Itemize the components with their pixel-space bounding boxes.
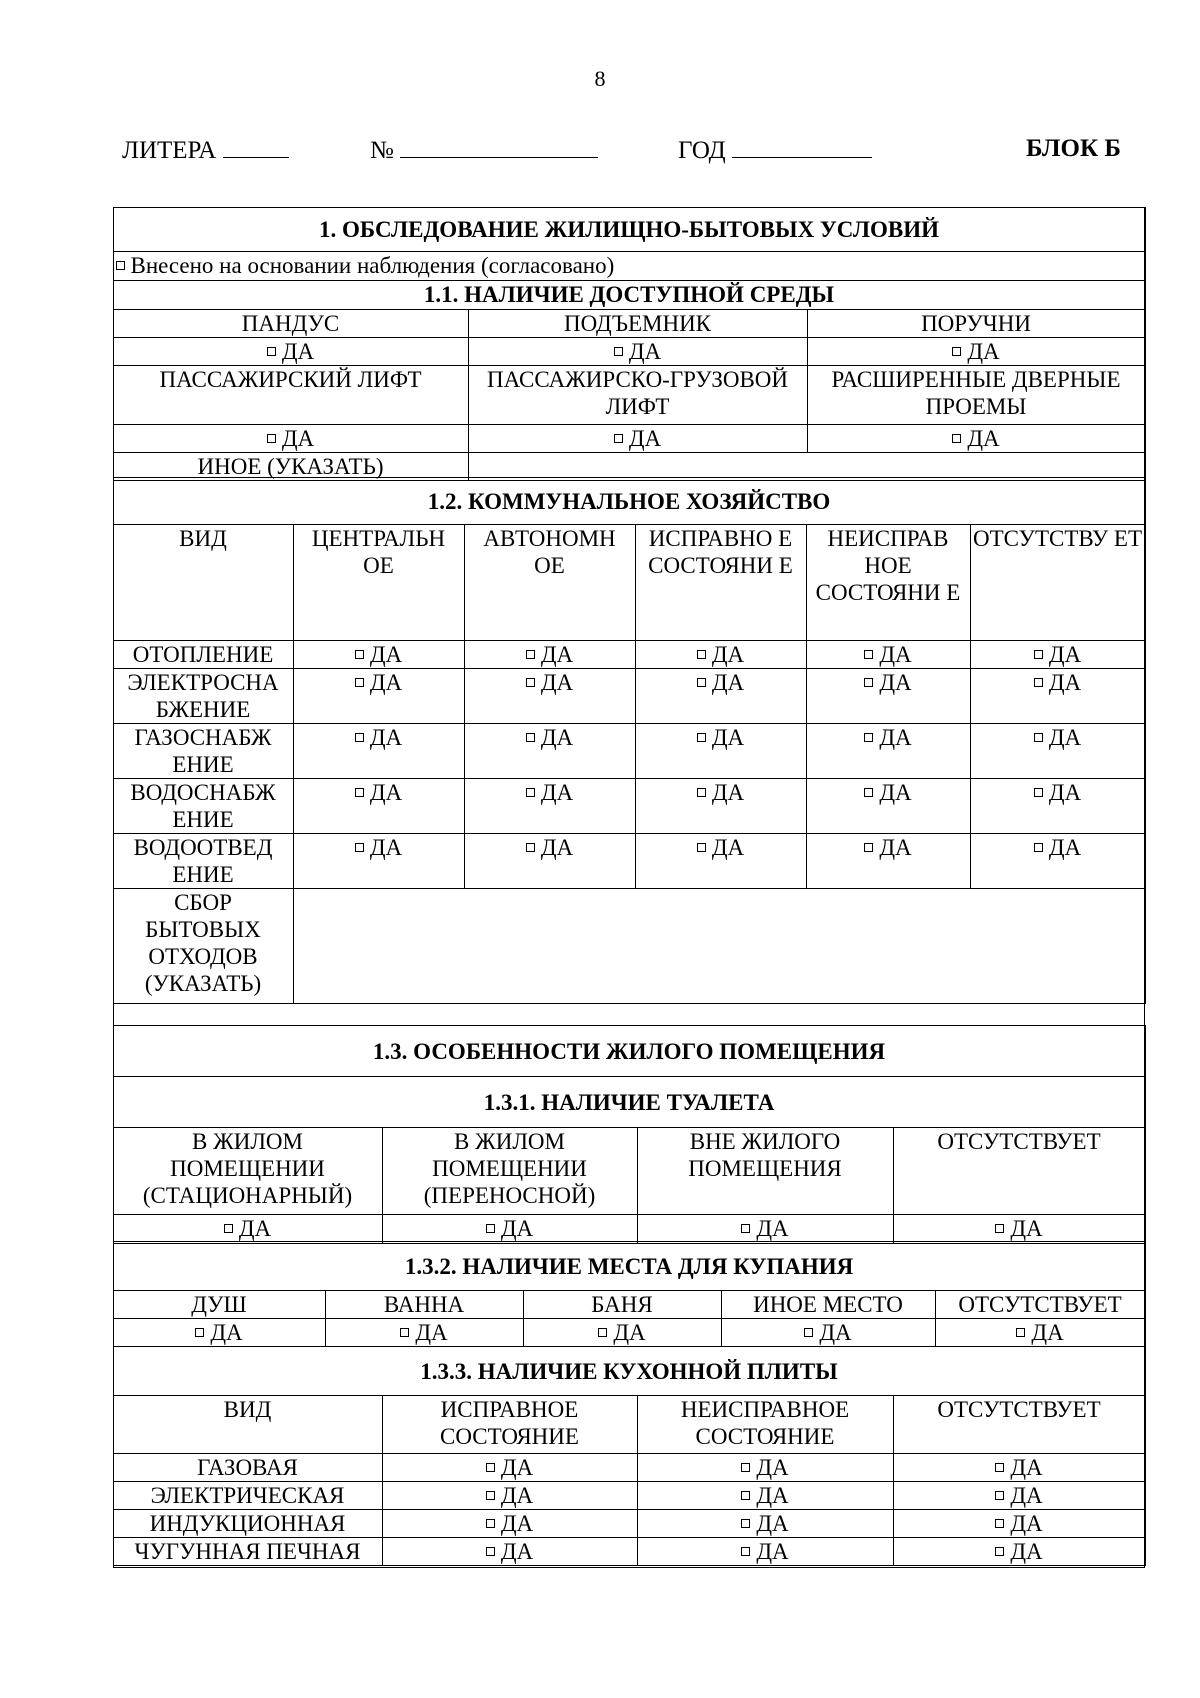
- yes-label: ДА: [967, 425, 1000, 451]
- utilities-table: [113, 477, 1146, 1004]
- yes-label: ДА: [1010, 1483, 1043, 1508]
- yes-label: ДА: [756, 1483, 789, 1508]
- checkbox[interactable]: [486, 1491, 495, 1500]
- toilet-column-header: ОТСУТСТВУЕТ: [893, 1128, 1145, 1215]
- checkbox[interactable]: [355, 788, 364, 797]
- yes-checkbox[interactable]: [468, 337, 807, 365]
- yes-label: ДА: [1010, 1455, 1043, 1480]
- yes-checkbox[interactable]: [464, 669, 635, 724]
- handrails-header: ПОРУЧНИ: [807, 309, 1145, 337]
- yes-checkbox[interactable]: [635, 724, 806, 779]
- stove-row: [113, 1510, 1145, 1538]
- checkbox[interactable]: [526, 678, 535, 687]
- accessibility-table: [113, 207, 1146, 481]
- yes-checkbox[interactable]: [970, 641, 1145, 669]
- checkbox[interactable]: [995, 1491, 1004, 1500]
- bath-column-header: ДУШ: [113, 1291, 325, 1319]
- checkbox[interactable]: [400, 1328, 409, 1337]
- checkbox[interactable]: [486, 1463, 495, 1472]
- checkbox[interactable]: [355, 843, 364, 852]
- yes-checkbox[interactable]: [523, 1319, 721, 1347]
- toilet-table: [113, 1025, 1146, 1244]
- yes-checkbox[interactable]: [325, 1319, 523, 1347]
- checkbox[interactable]: [1034, 650, 1043, 659]
- stove-table: [113, 1346, 1146, 1566]
- stove-row-label: ГАЗОВАЯ: [113, 1454, 382, 1482]
- yes-label: ДА: [756, 1216, 789, 1241]
- yes-label: ДА: [369, 780, 403, 805]
- checkbox[interactable]: [1034, 733, 1043, 742]
- toilet-column-header: В ЖИЛОМ ПОМЕЩЕНИИ (СТАЦИОНАРНЫЙ): [113, 1128, 382, 1215]
- yes-checkbox[interactable]: [807, 337, 1145, 365]
- yes-checkbox[interactable]: [468, 424, 807, 452]
- utility-row-label: ВОДООТВЕД ЕНИЕ: [113, 834, 293, 889]
- yes-checkbox[interactable]: [893, 1482, 1145, 1510]
- yes-label: ДА: [1048, 642, 1082, 667]
- yes-checkbox[interactable]: [382, 1454, 637, 1482]
- yes-label: ДА: [756, 1455, 789, 1480]
- checkbox[interactable]: [614, 347, 623, 356]
- checkbox[interactable]: [741, 1519, 750, 1528]
- lift-header: ПОДЪЕМНИК: [468, 309, 807, 337]
- utility-column-header: НЕИСПРАВ НОЕ СОСТОЯНИ Е: [806, 525, 970, 641]
- number-field: [370, 135, 598, 165]
- checkbox[interactable]: [267, 347, 276, 356]
- yes-checkbox[interactable]: [113, 1319, 325, 1347]
- utility-column-header: ВИД: [113, 525, 293, 641]
- yes-label: ДА: [238, 1216, 272, 1241]
- yes-label: ДА: [369, 670, 403, 695]
- yes-label: ДА: [711, 780, 745, 805]
- checkbox[interactable]: [995, 1519, 1004, 1528]
- section-1-3-1-title: 1.3.1. НАЛИЧИЕ ТУАЛЕТА: [113, 1077, 1145, 1128]
- survey-form: [113, 207, 1145, 1568]
- toilet-column-header: ВНЕ ЖИЛОГО ПОМЕЩЕНИЯ: [637, 1128, 893, 1215]
- yes-label: ДА: [879, 835, 912, 860]
- yes-label: ДА: [500, 1483, 534, 1508]
- bath-column-header: ИНОЕ МЕСТО: [721, 1291, 935, 1319]
- yes-checkbox[interactable]: [293, 834, 464, 889]
- checkbox[interactable]: [614, 434, 623, 443]
- yes-label: ДА: [540, 780, 574, 805]
- yes-label: ДА: [1010, 1216, 1043, 1241]
- yes-label: ДА: [500, 1216, 534, 1241]
- checkbox[interactable]: [697, 788, 706, 797]
- checkbox[interactable]: [741, 1463, 750, 1472]
- waste-input[interactable]: [293, 889, 1145, 1004]
- yes-checkbox[interactable]: [637, 1482, 893, 1510]
- yes-checkbox[interactable]: [637, 1538, 893, 1566]
- stove-column-header: ВИД: [113, 1396, 382, 1454]
- yes-label: ДА: [711, 835, 745, 860]
- block-label: БЛОК Б: [1026, 135, 1121, 162]
- yes-checkbox[interactable]: [637, 1215, 893, 1244]
- checkbox[interactable]: [486, 1547, 495, 1556]
- checkbox[interactable]: [864, 733, 873, 742]
- yes-label: ДА: [879, 670, 912, 695]
- yes-label: ДА: [369, 835, 403, 860]
- checkbox[interactable]: [598, 1328, 607, 1337]
- other-input[interactable]: [468, 452, 1145, 480]
- yes-label: ДА: [1010, 1511, 1043, 1536]
- section-1-title: 1. ОБСЛЕДОВАНИЕ ЖИЛИЩНО-БЫТОВЫХ УСЛОВИЙ: [113, 207, 1145, 251]
- yes-label: ДА: [369, 642, 403, 667]
- year-blank[interactable]: [732, 135, 872, 158]
- year-label: ГОД: [678, 137, 726, 164]
- checkbox[interactable]: [995, 1547, 1004, 1556]
- yes-checkbox[interactable]: [893, 1538, 1145, 1566]
- checkbox[interactable]: [355, 650, 364, 659]
- checkbox[interactable]: [486, 1224, 495, 1233]
- yes-label: ДА: [967, 338, 1000, 364]
- yes-checkbox[interactable]: [970, 724, 1145, 779]
- stove-column-header: НЕИСПРАВНОЕ СОСТОЯНИЕ: [637, 1396, 893, 1454]
- litera-label: ЛИТЕРА: [122, 137, 217, 164]
- yes-checkbox[interactable]: [293, 724, 464, 779]
- stove-row: [113, 1454, 1145, 1482]
- other-label: ИНОЕ (УКАЗАТЬ): [113, 452, 468, 480]
- utility-row: [113, 641, 1145, 669]
- yes-checkbox[interactable]: [113, 337, 468, 365]
- checkbox[interactable]: [741, 1224, 750, 1233]
- yes-checkbox[interactable]: [635, 779, 806, 834]
- yes-checkbox[interactable]: [806, 724, 970, 779]
- checkbox[interactable]: [741, 1547, 750, 1556]
- checkbox[interactable]: [526, 788, 535, 797]
- checkbox[interactable]: [697, 843, 706, 852]
- yes-checkbox[interactable]: [806, 641, 970, 669]
- checkbox[interactable]: [952, 434, 961, 443]
- yes-label: ДА: [1048, 725, 1082, 750]
- number-blank[interactable]: [400, 135, 598, 158]
- yes-label: ДА: [1031, 1320, 1064, 1345]
- yes-checkbox[interactable]: [806, 779, 970, 834]
- section-1-2-title: 1.2. КОММУНАЛЬНОЕ ХОЗЯЙСТВО: [113, 478, 1145, 525]
- yes-label: ДА: [500, 1511, 534, 1536]
- yes-checkbox[interactable]: [721, 1319, 935, 1347]
- yes-checkbox[interactable]: [637, 1454, 893, 1482]
- checkbox[interactable]: [697, 733, 706, 742]
- utility-row-label: ГАЗОСНАБЖ ЕНИЕ: [113, 724, 293, 779]
- wide-doors-header: РАСШИРЕННЫЕ ДВЕРНЫЕ ПРОЕМЫ: [807, 365, 1145, 424]
- yes-label: ДА: [369, 725, 403, 750]
- checkbox[interactable]: [526, 843, 535, 852]
- checkbox[interactable]: [864, 650, 873, 659]
- checkbox[interactable]: [1034, 678, 1043, 687]
- utility-row-label: ОТОПЛЕНИЕ: [113, 641, 293, 669]
- stove-column-header: ОТСУТСТВУЕТ: [893, 1396, 1145, 1454]
- checkbox[interactable]: [355, 678, 364, 687]
- yes-checkbox[interactable]: [970, 834, 1145, 889]
- yes-checkbox[interactable]: [935, 1319, 1145, 1347]
- checkbox[interactable]: [116, 261, 125, 270]
- checkbox[interactable]: [995, 1463, 1004, 1472]
- yes-checkbox[interactable]: [635, 669, 806, 724]
- checkbox[interactable]: [195, 1328, 204, 1337]
- checkbox[interactable]: [864, 788, 873, 797]
- bath-table: [113, 1241, 1146, 1347]
- checkbox[interactable]: [864, 678, 873, 687]
- bath-column-header: ВАННА: [325, 1291, 523, 1319]
- utility-column-header: ИСПРАВНО Е СОСТОЯНИ Е: [635, 525, 806, 641]
- checkbox[interactable]: [864, 843, 873, 852]
- checkbox[interactable]: [267, 434, 276, 443]
- stove-row-label: ЧУГУННАЯ ПЕЧНАЯ: [113, 1538, 382, 1566]
- stove-row-label: ИНДУКЦИОННАЯ: [113, 1510, 382, 1538]
- yes-label: ДА: [879, 642, 912, 667]
- toilet-column-header: В ЖИЛОМ ПОМЕЩЕНИИ (ПЕРЕНОСНОЙ): [382, 1128, 637, 1215]
- yes-checkbox[interactable]: [113, 1215, 382, 1244]
- yes-checkbox[interactable]: [635, 641, 806, 669]
- ramp-header: ПАНДУС: [113, 309, 468, 337]
- yes-label: ДА: [879, 725, 912, 750]
- utility-row: [113, 669, 1145, 724]
- yes-checkbox[interactable]: [637, 1510, 893, 1538]
- checkbox[interactable]: [995, 1224, 1004, 1233]
- observation-note[interactable]: Внесено на основании наблюдения (согласовано): [113, 251, 1145, 280]
- section-1-1-title: 1.1. НАЛИЧИЕ ДОСТУПНОЙ СРЕДЫ: [113, 280, 1145, 309]
- utility-row: [113, 834, 1145, 889]
- yes-checkbox[interactable]: [382, 1215, 637, 1244]
- bath-column-header: ОТСУТСТВУЕТ: [935, 1291, 1145, 1319]
- yes-label: ДА: [415, 1320, 448, 1345]
- yes-label: ДА: [879, 780, 912, 805]
- yes-label: ДА: [711, 725, 745, 750]
- stove-row: [113, 1538, 1145, 1566]
- yes-checkbox[interactable]: [464, 834, 635, 889]
- yes-checkbox[interactable]: [464, 641, 635, 669]
- yes-checkbox[interactable]: [382, 1510, 637, 1538]
- yes-label: ДА: [819, 1320, 852, 1345]
- checkbox[interactable]: [741, 1491, 750, 1500]
- yes-checkbox[interactable]: [893, 1510, 1145, 1538]
- yes-label: ДА: [756, 1539, 789, 1564]
- yes-checkbox[interactable]: [806, 669, 970, 724]
- section-1-3-title: 1.3. ОСОБЕННОСТИ ЖИЛОГО ПОМЕЩЕНИЯ: [113, 1026, 1145, 1077]
- utility-row-label: ЭЛЕКТРОСНА БЖЕНИЕ: [113, 669, 293, 724]
- stove-row: [113, 1482, 1145, 1510]
- yes-label: ДА: [1010, 1539, 1043, 1564]
- yes-checkbox[interactable]: [464, 724, 635, 779]
- utility-column-header: ОТСУТСТВУ ЕТ: [970, 525, 1145, 641]
- checkbox[interactable]: [952, 347, 961, 356]
- year-field: [678, 135, 872, 165]
- yes-label: ДА: [281, 338, 315, 364]
- yes-label: ДА: [711, 642, 745, 667]
- checkbox[interactable]: [224, 1224, 233, 1233]
- yes-checkbox[interactable]: [635, 834, 806, 889]
- checkbox[interactable]: [697, 650, 706, 659]
- yes-checkbox[interactable]: [806, 834, 970, 889]
- checkbox[interactable]: [804, 1328, 813, 1337]
- utility-row: [113, 724, 1145, 779]
- litera-field: [122, 135, 289, 165]
- page-number: 8: [594, 66, 606, 91]
- yes-checkbox[interactable]: [293, 641, 464, 669]
- yes-checkbox[interactable]: [970, 779, 1145, 834]
- yes-label: ДА: [628, 338, 662, 364]
- checkbox[interactable]: [486, 1519, 495, 1528]
- yes-label: ДА: [1048, 835, 1082, 860]
- yes-label: ДА: [210, 1320, 243, 1345]
- passenger-lift-header: ПАССАЖИРСКИЙ ЛИФТ: [113, 365, 468, 424]
- number-label: №: [370, 137, 394, 164]
- checkbox[interactable]: [1034, 843, 1043, 852]
- checkbox[interactable]: [526, 650, 535, 659]
- yes-checkbox[interactable]: [293, 669, 464, 724]
- yes-checkbox[interactable]: [113, 424, 468, 452]
- checkbox[interactable]: [697, 678, 706, 687]
- yes-checkbox[interactable]: [464, 779, 635, 834]
- stove-column-header: ИСПРАВНОЕ СОСТОЯНИЕ: [382, 1396, 637, 1454]
- section-1-3-3-title: 1.3.3. НАЛИЧИЕ КУХОННОЙ ПЛИТЫ: [113, 1347, 1145, 1396]
- yes-label: ДА: [613, 1320, 646, 1345]
- utility-row: [113, 779, 1145, 834]
- checkbox[interactable]: [355, 733, 364, 742]
- waste-label: СБОР БЫТОВЫХ ОТХОДОВ (УКАЗАТЬ): [113, 889, 293, 1004]
- yes-label: ДА: [1048, 780, 1082, 805]
- section-1-3-2-title: 1.3.2. НАЛИЧИЕ МЕСТА ДЛЯ КУПАНИЯ: [113, 1242, 1145, 1291]
- freight-lift-header: ПАССАЖИРСКО-ГРУЗОВОЙ ЛИФТ: [468, 365, 807, 424]
- yes-checkbox[interactable]: [382, 1538, 637, 1566]
- utility-column-header: ЦЕНТРАЛЬН ОЕ: [293, 525, 464, 641]
- utility-row-label: ВОДОСНАБЖ ЕНИЕ: [113, 779, 293, 834]
- yes-checkbox[interactable]: [893, 1215, 1145, 1244]
- checkbox[interactable]: [1016, 1328, 1025, 1337]
- yes-checkbox[interactable]: [293, 779, 464, 834]
- yes-checkbox[interactable]: [382, 1482, 637, 1510]
- yes-label: ДА: [756, 1511, 789, 1536]
- utility-column-header: АВТОНОМН ОЕ: [464, 525, 635, 641]
- yes-checkbox[interactable]: [807, 424, 1145, 452]
- yes-label: ДА: [1048, 670, 1082, 695]
- bath-column-header: БАНЯ: [523, 1291, 721, 1319]
- litera-blank[interactable]: [223, 135, 289, 158]
- yes-label: ДА: [540, 670, 574, 695]
- checkbox[interactable]: [1034, 788, 1043, 797]
- yes-label: ДА: [628, 425, 662, 451]
- yes-label: ДА: [540, 835, 574, 860]
- yes-checkbox[interactable]: [970, 669, 1145, 724]
- yes-label: ДА: [540, 725, 574, 750]
- stove-row-label: ЭЛЕКТРИЧЕСКАЯ: [113, 1482, 382, 1510]
- yes-label: ДА: [711, 670, 745, 695]
- yes-checkbox[interactable]: [893, 1454, 1145, 1482]
- yes-label: ДА: [500, 1539, 534, 1564]
- yes-label: ДА: [540, 642, 574, 667]
- yes-label: ДА: [281, 425, 315, 451]
- yes-label: ДА: [500, 1455, 534, 1480]
- checkbox[interactable]: [526, 733, 535, 742]
